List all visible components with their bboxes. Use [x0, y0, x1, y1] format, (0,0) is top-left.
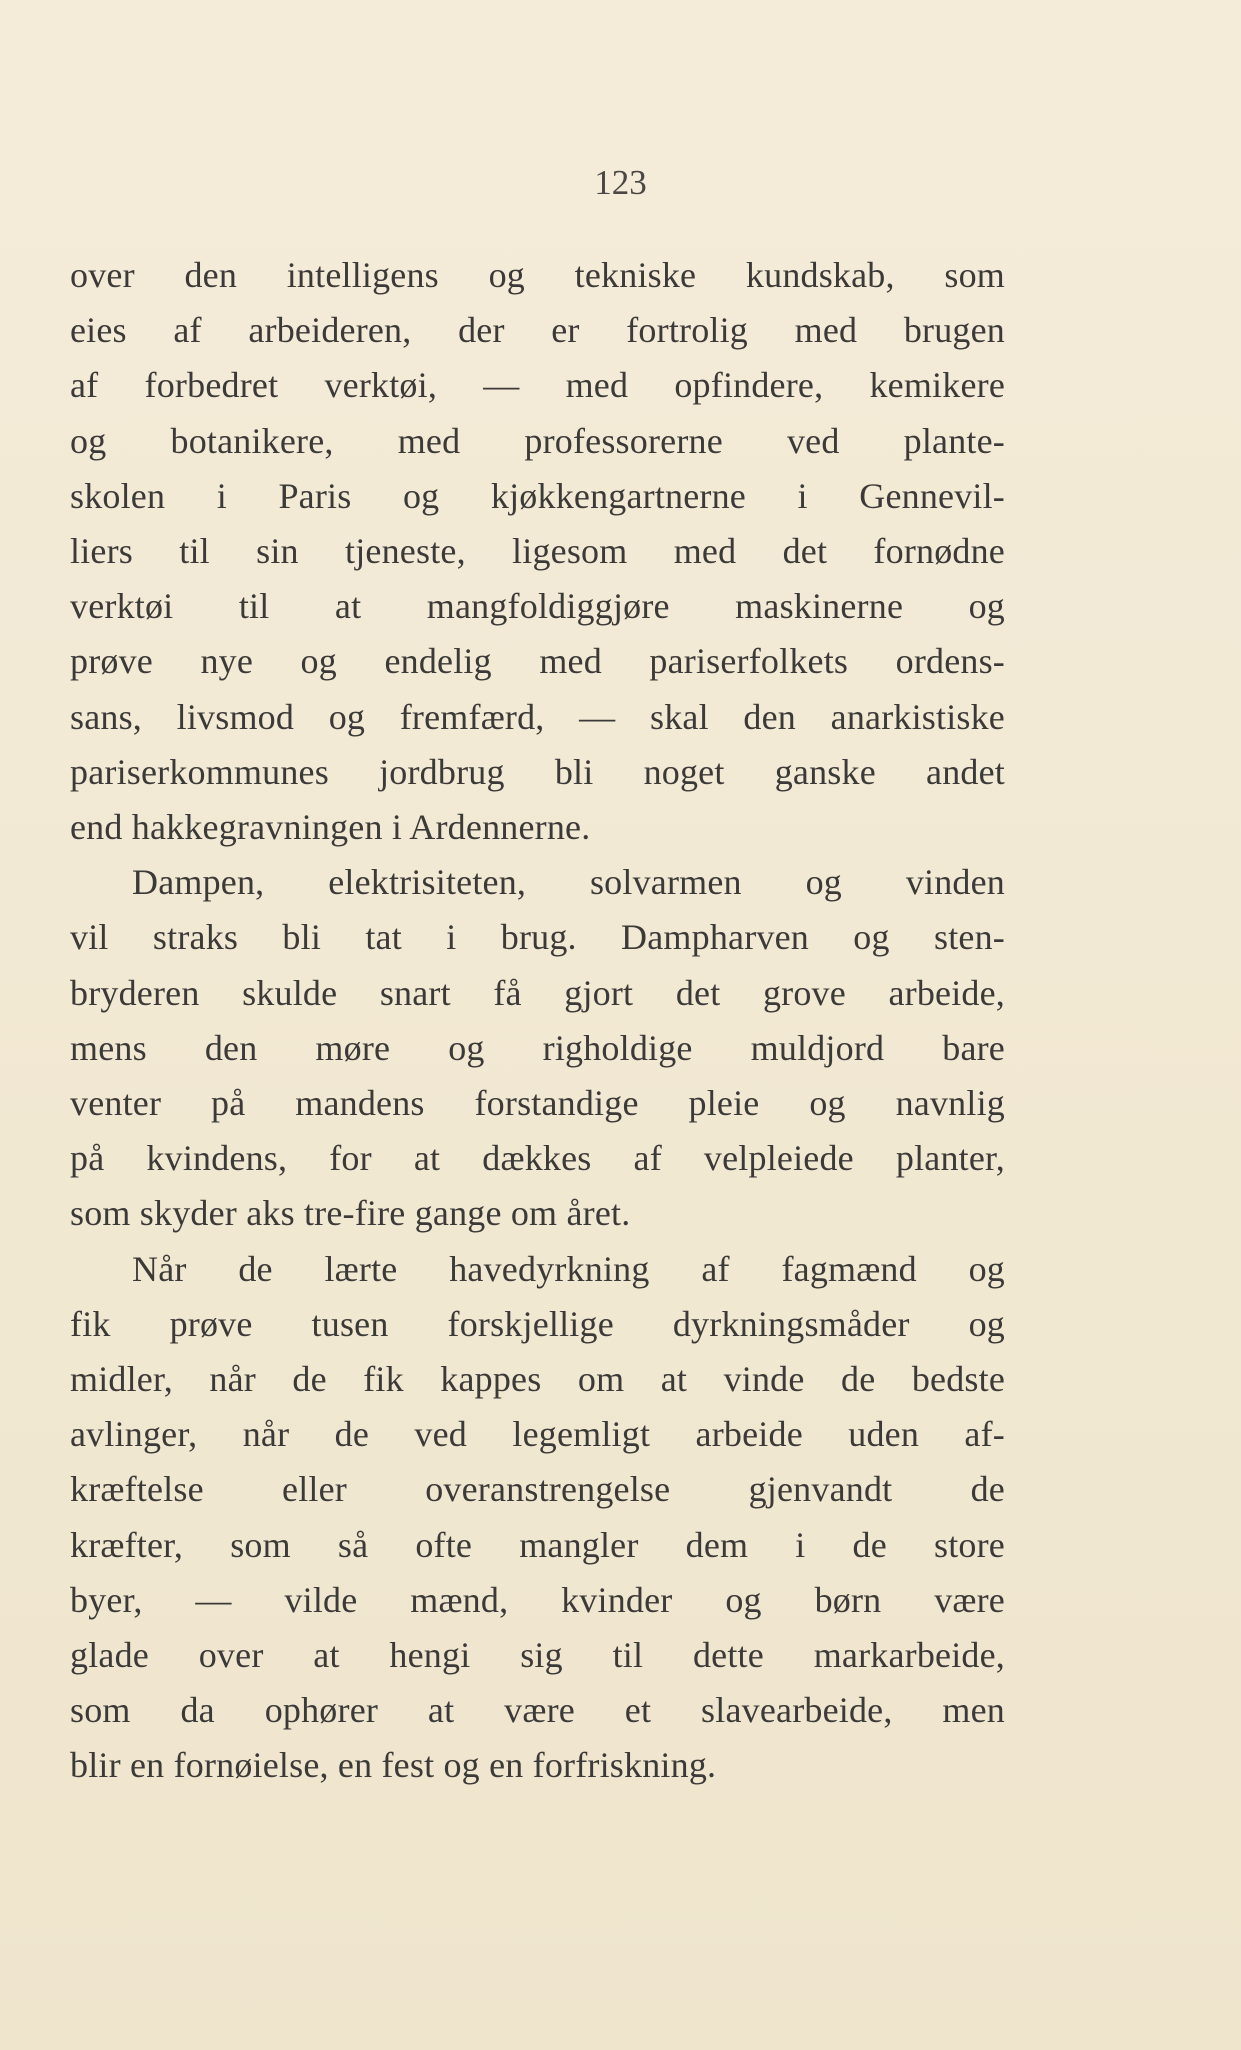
text-line: venter på mandens forstandige pleie og navnlig	[70, 1083, 1005, 1124]
text-line: vil straks bli tat i brug. Dampharven og sten-	[70, 917, 1005, 958]
text-line: prøve nye og endelig med pariserfolkets ordens-	[70, 641, 1005, 682]
text-line: og botanikere, med professorerne ved plante-	[70, 420, 1005, 461]
text-line: bryderen skulde snart få gjort det grove arbeide,	[70, 972, 1005, 1013]
text-line: end hakkegravningen i Ardennerne.	[70, 807, 591, 848]
text-line: liers til sin tjeneste, ligesom med det fornødne	[70, 531, 1005, 572]
text-line: byer, — vilde mænd, kvinder og børn være	[70, 1579, 1005, 1620]
text-line: sans, livsmod og fremfærd, — skal den anarkistiske	[70, 696, 1005, 737]
text-line: som skyder aks tre-fire gange om året.	[70, 1193, 631, 1234]
text-line: over den intelligens og tekniske kundskab, som	[70, 255, 1005, 295]
text-line: blir en fornøielse, en fest og en forfriskning.	[70, 1745, 717, 1786]
text-line: midler, når de fik kappes om at vinde de bedste	[70, 1359, 1005, 1400]
text-line: kræfter, som så ofte mangler dem i de store	[70, 1524, 1005, 1565]
text-line: kræftelse eller overanstrengelse gjenvandt de	[70, 1469, 1005, 1510]
text-line: fik prøve tusen forskjellige dyrkningsmåder og	[70, 1303, 1005, 1344]
text-line: som da ophører at være et slavearbeide, men	[70, 1690, 1005, 1731]
text-line: mens den møre og righoldige muldjord bare	[70, 1027, 1005, 1068]
text-line: af forbedret verktøi, — med opfindere, kemikere	[70, 365, 1005, 406]
text-line: eies af arbeideren, der er fortrolig med brugen	[70, 310, 1005, 351]
body-text	[70, 248, 1005, 1794]
text-line: Dampen, elektrisiteten, solvarmen og vinden	[132, 862, 1005, 903]
text-line: skolen i Paris og kjøkkengartnerne i Gennevil-	[70, 475, 1005, 516]
text-line: verktøi til at mangfoldiggjøre maskinerne og	[70, 586, 1005, 627]
text-line: glade over at hengi sig til dette markarbeide,	[70, 1635, 1005, 1676]
text-line: pariserkommunes jordbrug bli noget ganske andet	[70, 751, 1005, 792]
text-line: avlinger, når de ved legemligt arbeide uden af-	[70, 1414, 1005, 1455]
page-number: 123	[594, 163, 647, 202]
text-line: Når de lærte havedyrkning af fagmænd og	[132, 1248, 1005, 1289]
text-line: på kvindens, for at dækkes af velpleiede planter,	[70, 1138, 1005, 1179]
